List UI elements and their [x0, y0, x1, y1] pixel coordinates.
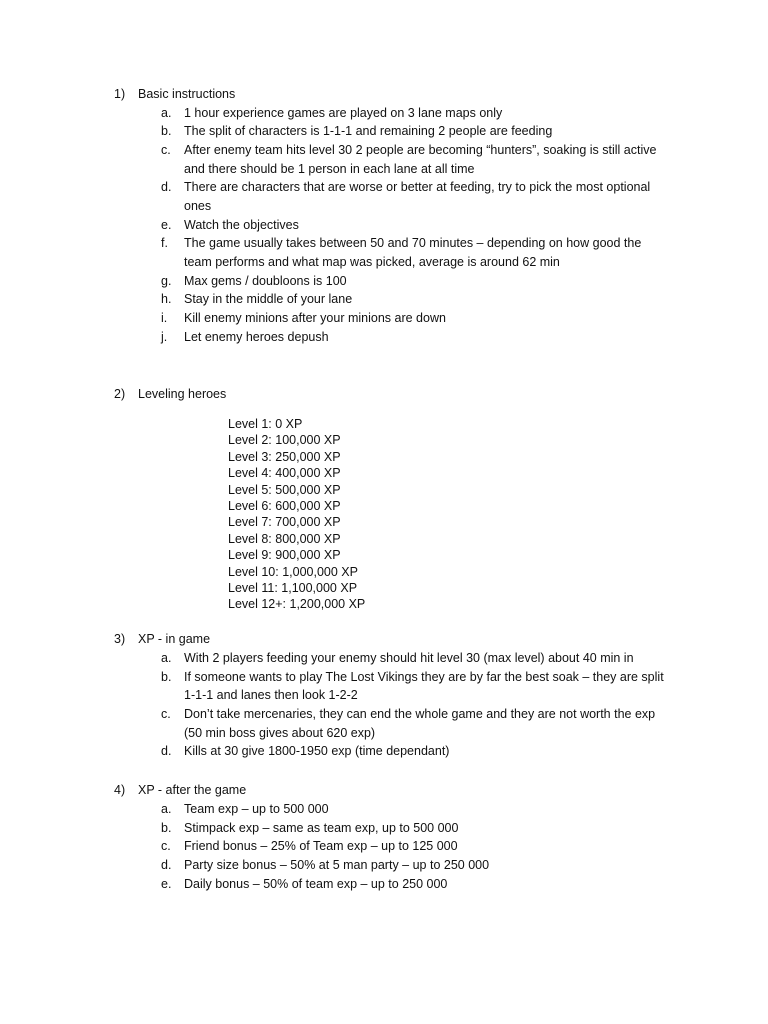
level-row: Level 12+: 1,200,000 XP [228, 597, 366, 612]
list-item [0, 178, 768, 215]
list-item [0, 649, 768, 668]
list-item [0, 742, 768, 761]
item-text: Don’t take mercenaries, they can end the whole game and they are not worth the exp (50 min boss gives about 620 exp) [184, 707, 656, 740]
list-item [0, 216, 768, 235]
item-text: After enemy team hits level 30 2 people are becoming “hunters”, soaking is still active and there should be 1 person in each lane at all time [184, 142, 657, 176]
item-letter: a. [161, 651, 172, 665]
item-text: Kill enemy minions after your minions are down [184, 311, 446, 326]
item-text: With 2 players feeding your enemy should hit level 30 (max level) about 40 min in [184, 651, 634, 665]
list-item [0, 328, 768, 347]
item-text: Party size bonus – 50% at 5 man party – up to 250 000 [184, 858, 490, 873]
item-text: Team exp – up to 500 000 [184, 802, 329, 816]
list-item [0, 668, 768, 705]
list-item [0, 141, 768, 178]
level-row: Level 3: 250,000 XP [228, 449, 341, 464]
list-item [0, 800, 768, 819]
item-text: Stimpack exp – same as team exp, up to 500 000 [184, 820, 459, 835]
item-text: If someone wants to play The Lost Vikings they are by far the best soak – they are split 1-1-1 and lanes then look 1-2-2 [184, 669, 664, 703]
item-letter: h. [161, 292, 172, 307]
item-letter: a. [161, 802, 172, 816]
item-text: Daily bonus – 50% of team exp – up to 250 000 [184, 876, 448, 891]
item-text: Kills at 30 give 1800-1950 exp (time dependant) [184, 744, 450, 759]
item-text: The split of characters is 1-1-1 and remaining 2 people are feeding [184, 124, 553, 139]
item-letter: b. [161, 669, 172, 684]
item-text: Let enemy heroes depush [184, 329, 329, 344]
list-item [0, 837, 768, 856]
item-letter: d. [161, 744, 172, 759]
item-text: 1 hour experience games are played on 3 lane maps only [184, 105, 503, 120]
level-row: Level 5: 500,000 XP [228, 482, 341, 497]
item-letter: i. [161, 311, 168, 326]
level-row: Level 7: 700,000 XP [228, 515, 341, 530]
item-letter: d. [161, 858, 172, 873]
item-text: Watch the objectives [184, 217, 299, 232]
section-title: XP - in game [138, 632, 211, 646]
item-list [0, 104, 768, 347]
section-title: XP - after the game [138, 783, 247, 797]
item-text: The game usually takes between 50 and 70 minutes – depending on how good the team performs and what map was picked, average is around 62 min [184, 236, 642, 270]
item-letter: d. [161, 180, 172, 195]
section-number: 1) [114, 87, 126, 101]
level-row: Level 1: 0 XP [228, 417, 303, 431]
level-row: Level 6: 600,000 XP [228, 498, 341, 513]
level-row: Level 2: 100,000 XP [228, 433, 341, 448]
level-list [228, 416, 365, 613]
section-number: 4) [114, 783, 126, 797]
list-item [0, 122, 768, 141]
item-text: There are characters that are worse or better at feeding, try to pick the most optional ones [184, 180, 651, 213]
item-letter: b. [161, 820, 172, 835]
item-letter: a. [161, 105, 172, 120]
item-letter: f. [161, 236, 168, 251]
list-item [0, 856, 768, 875]
list-item [0, 272, 768, 291]
item-letter: g. [161, 273, 172, 288]
list-item [0, 104, 768, 123]
section-number: 3) [114, 632, 126, 646]
level-row: Level 4: 400,000 XP [228, 466, 341, 481]
level-row: Level 10: 1,000,000 XP [228, 564, 358, 579]
item-letter: e. [161, 217, 172, 232]
list-item [0, 819, 768, 838]
item-letter: j. [161, 329, 168, 344]
list-item [0, 875, 768, 894]
item-list [0, 649, 768, 761]
level-row: Level 8: 800,000 XP [228, 531, 341, 546]
item-letter: c. [161, 839, 171, 854]
level-row: Level 9: 900,000 XP [228, 548, 341, 563]
section-title: Basic instructions [138, 87, 236, 101]
item-text: Stay in the middle of your lane [184, 292, 353, 307]
section-number: 2) [114, 387, 126, 401]
list-item [0, 309, 768, 328]
section-title: Leveling heroes [138, 387, 227, 401]
level-row: Level 11: 1,100,000 XP [228, 580, 358, 595]
item-letter: b. [161, 124, 172, 139]
item-text: Max gems / doubloons is 100 [184, 273, 347, 288]
item-letter: e. [161, 876, 172, 891]
list-item [0, 705, 768, 742]
item-letter: c. [161, 707, 171, 722]
list-item [0, 290, 768, 309]
list-item [0, 234, 768, 271]
item-list [0, 800, 768, 893]
item-text: Friend bonus – 25% of Team exp – up to 125 000 [184, 839, 458, 854]
item-letter: c. [161, 142, 171, 157]
